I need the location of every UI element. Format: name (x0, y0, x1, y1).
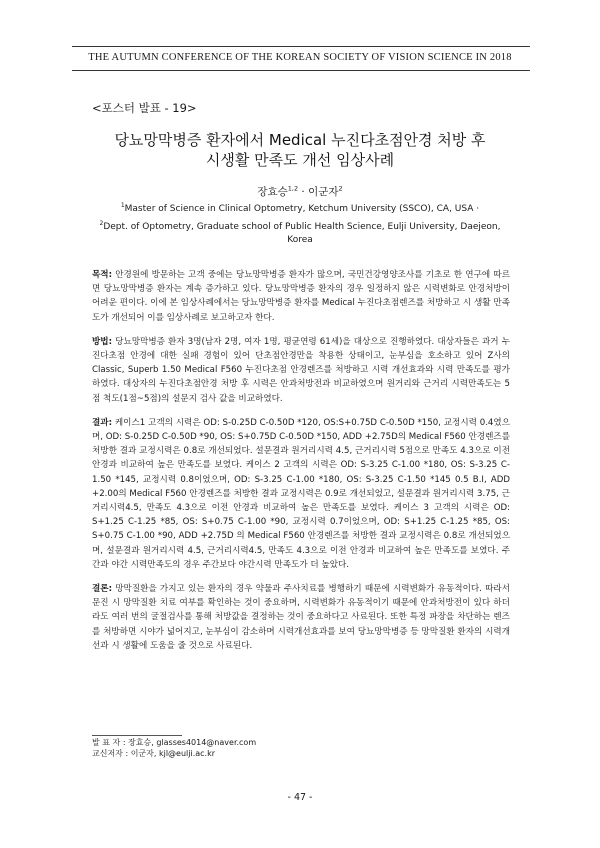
poster-label: <포스터 발표 - 19> (92, 101, 197, 115)
section-conclusion-text: 망막질환을 가지고 있는 환자의 경우 약물과 주사치료를 병행하기 때문에 시력변화가 유동적이다. 따라서 문진 시 망막질환 치료 여부를 확인하는 것이 중요하며, 시력변화가 유동적이기 때문에 안과처방전이 있다 하더라도 여러 번의 굴절검사를 통해 처방값을 결정하는 것이 중요하다고 사료된다. 또한 특정 파장을 차단하는 렌즈를 처방하면 시야가 넓어지고, 눈부심이 감소하며 시력개선효과를 보여 당뇨망막병증 등 망막질환 환자의 시력개선과 시 생활에 도움을 줄 것으로 사료된다. (92, 584, 510, 651)
section-methods-text: 당뇨망막병증 환자 3명(남자 2명, 여자 1명, 평균연령 61세)을 대상으로 진행하였다. 대상자들은 과거 누진다초점 안경에 대한 실패 경험이 있어 단초점안경만을 착용한 상태이고, 눈부심을 호소하고 있어 Z사의 Classic, Superb 1.50 Medical F560 누진다초점 안경렌즈를 처방하고 시력 개선효과와 시력 만족도를 평가하였다. 대상자의 누진다초점안경 처방 후 시력은 안과처방전과 비교하였으며 원거리와 근거리 시력만족도는 5점 척도(1점~5점)의 설문지 검사 값을 비교하였다. (92, 336, 510, 404)
header-rule-bottom (72, 70, 530, 71)
title-line-2: 시생활 만족도 개선 임상사례 (205, 151, 395, 169)
section-conclusion-head: 결론: (92, 584, 113, 595)
affiliation-1-sup: 1 (120, 202, 125, 209)
affiliation-2-text: Dept. of Optometry, Graduate school of Public Health Science, Eulji University, Daejeon, Korea (103, 221, 501, 245)
author-1-sup: 1,2 (287, 184, 299, 193)
section-results (92, 416, 510, 572)
author-2: 이군자 (308, 186, 339, 198)
affiliation-1 (95, 199, 505, 217)
header-rule-top (72, 46, 530, 47)
affiliation-2-sup: 2 (99, 219, 104, 227)
section-purpose-text: 안경원에 방문하는 고객 중에는 당뇨망막병증 환자가 많으며, 국민건강영양조사를 기초로 한 연구에 따르면 당뇨망막병증 환자는 계속 증가하고 있다. 당뇨망막병증 환자의 경우 일정하지 않은 시력변화로 안경처방이 어려운 편이다. 이에 본 임상사례에서는 당뇨망막병증 환자를 Medical 누진다초점렌즈를 처방하고 시 생활 만족도가 개선되어 이를 임상사례로 보고하고자 한다. (92, 270, 510, 323)
title-line-1: 당뇨망막병증 환자에서 Medical 누진다초점안경 처방 후 (114, 131, 486, 149)
author-2-sup: 2 (338, 184, 343, 193)
footnote-rule (92, 735, 182, 736)
affiliation-1-text: Master of Science in Clinical Optometry, Ketchum University (SSCO), CA, USA · (124, 204, 480, 214)
section-methods-head: 방법: (92, 336, 113, 347)
paper-title (70, 130, 530, 170)
author-1: 장효승 (257, 186, 288, 198)
footnote (92, 737, 256, 759)
affiliation-2 (95, 217, 505, 248)
authors (0, 184, 600, 199)
section-methods (92, 335, 510, 406)
section-purpose (92, 268, 510, 325)
affiliations (95, 199, 505, 248)
conference-title: THE AUTUMN CONFERENCE OF THE KOREAN SOCIETY OF VISION SCIENCE IN 2018 (88, 52, 512, 63)
section-results-text: 케이스1 고객의 시력은 OD: S-0.25D C-0.50D *120, OS:S+0.75D C-0.50D *150, 교정시력 0.4였으며, OD: S-0.25D C-0.50D *90, OS: S+0.75D C-0.50D *150, ADD +2.75D의 Medical F560 안경렌즈를 처방한 결과 교정시력은 0.8로 개선되었다. 설문결과 원거리시력 4.5, 근거리시력 5점으로 만족도 4.3으로 이전 안경과 비교하여 높은 만족도를 보였다. 케이스 2 고객의 시력은 OD: S-3.25 C-1.00 *180, OS: S-3.25 C-1.50 *145, 교정시력 0.8이었으며, OD: S-3.25 C-1.00 *180, OS: S-3.25 C-1.50 *145 0.5 B.I, ADD +2.00의 Medical F560 안경렌즈를 처방한 결과 교정시력은 0.9로 개선되었고, 설문결과 원거리시력 3.75, 근거리시력4.5, 만족도 4.3으로 이전 안경과 비교하여 높은 만족도를 보였다. 케이스 3 고객의 시력은 OD: S+1.25 C-1.25 *85, OS: S+0.75 C-1.00 *90, 교정시력 0.7이었으며, OD: S+1.25 C-1.25 *85, OS: S+0.75 C-1.00 *90, ADD +2.75D 의 Medical F560 안경렌즈를 처방한 결과 교정시력은 0.8로 개선되었으며, 설문결과 원거리시력 4.5, 근거리시력4.5, 만족도 4.3으로 이전 안경과 비교하여 높은 만족도를 보였다. 주간과 야간 시력만족도의 경우 주간보다 야간시력 만족도가 더 높았다. (92, 417, 510, 570)
author-separator: · (298, 186, 309, 198)
page-number: - 47 - (287, 792, 313, 803)
footnote-corresponding: 교신저자 : 이군자, kjl@eulji.ac.kr (92, 749, 216, 758)
section-results-head: 결과: (92, 417, 113, 428)
section-conclusion (92, 582, 510, 653)
section-purpose-head: 목적: (92, 270, 113, 280)
footnote-presenter: 발 표 자 : 장효승, glasses4014@naver.com (92, 738, 257, 747)
abstract-body (92, 268, 510, 663)
